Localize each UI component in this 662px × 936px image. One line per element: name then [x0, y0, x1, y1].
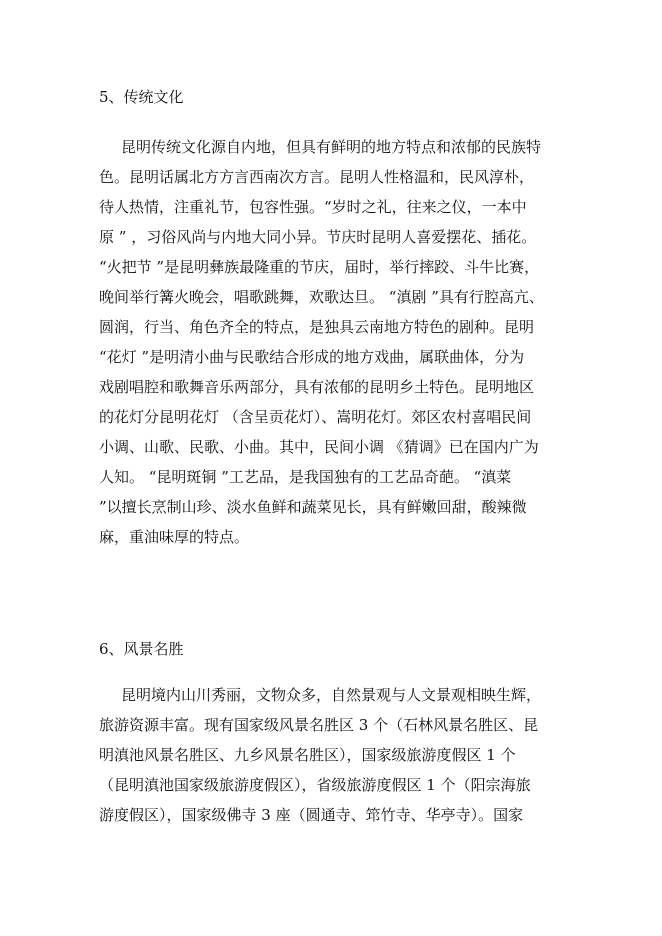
- paragraph-line: 明滇池风景名胜区、九乡风景名胜区），国家级旅游度假区 1 个: [99, 746, 516, 764]
- paragraph-line: ”以擅长烹制山珍、淡水鱼鲜和蔬菜见长，具有鲜嫩回甜，酸辣微: [99, 498, 527, 516]
- section-5-heading: 5、传统文化: [99, 88, 184, 106]
- paragraph-line: 晚间举行篝火晚会，唱歌跳舞，欢歌达旦。 “滇剧 ”具有行腔高亢、: [99, 288, 544, 306]
- paragraph-line: 圆润，行当、角色齐全的特点，是独具云南地方特色的剧种。昆明: [99, 318, 535, 336]
- paragraph-line: 色。昆明话属北方方言西南次方言。昆明人性格温和，民风淳朴，: [99, 168, 535, 186]
- paragraph-line: 原 ” ，习俗风尚与内地大同小异。节庆时昆明人喜爱摆花、插花。: [99, 228, 537, 246]
- paragraph-line: 麻，重油味厚的特点。: [99, 528, 250, 546]
- paragraph-line: 人知。 “昆明斑铜 ”工艺品，是我国独有的工艺品奇葩。 “滇菜: [99, 468, 512, 486]
- paragraph-line: “火把节 ”是昆明彝族最隆重的节庆，届时，举行摔跤、斗牛比赛，: [99, 258, 540, 276]
- paragraph-line: 游度假区），国家级佛寺 3 座（圆通寺、筇竹寺、华亭寺）。国家: [99, 806, 524, 824]
- paragraph-line: 戏剧唱腔和歌舞音乐两部分，具有浓郁的昆明乡土特色。昆明地区: [99, 378, 535, 396]
- paragraph-line: 旅游资源丰富。现有国家级风景名胜区 3 个（石林风景名胜区、昆: [99, 716, 539, 734]
- paragraph-line: 小调、山歌、民歌、小曲。其中，民间小调 《猜调》已在国内广为: [99, 438, 539, 456]
- paragraph-line: 待人热情，注重礼节，包容性强。“岁时之礼，往来之仪，一本中: [99, 198, 527, 216]
- section-5-paragraph: [99, 132, 565, 552]
- section-6-paragraph: [99, 680, 565, 830]
- paragraph-line: （昆明滇池国家级旅游度假区），省级旅游度假区 1 个（阳宗海旅: [99, 776, 531, 794]
- paragraph-line: 昆明境内山川秀丽，文物众多，自然景观与人文景观相映生辉，: [121, 686, 542, 704]
- paragraph-line: “花灯 ”是明清小曲与民歌结合形成的地方戏曲，属联曲体，分为: [99, 348, 525, 366]
- paragraph-line: 昆明传统文化源自内地，但具有鲜明的地方特点和浓郁的民族特: [121, 138, 542, 156]
- section-6-heading: 6、风景名胜: [99, 640, 184, 658]
- paragraph-line: 的花灯分昆明花灯 （含呈贡花灯）、嵩明花灯。郊区农村喜唱民间: [99, 408, 532, 426]
